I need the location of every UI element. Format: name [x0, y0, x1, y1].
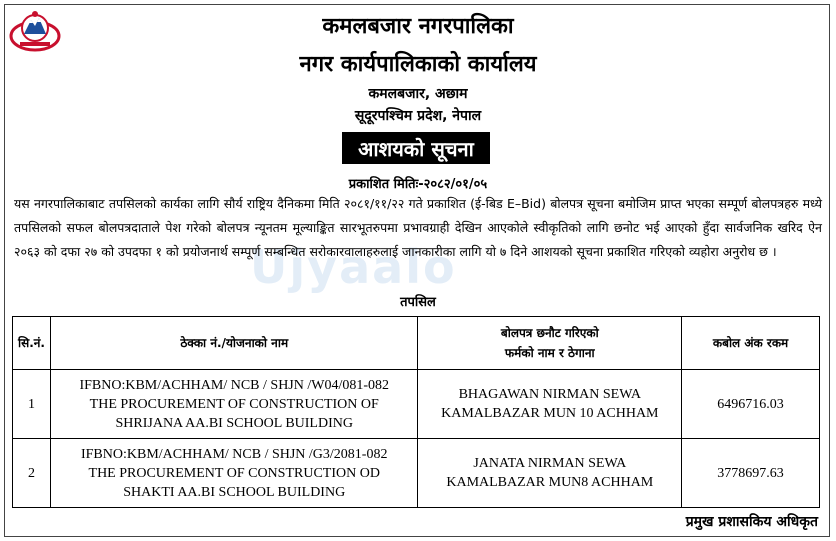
contract-line: SHAKTI AA.BI SCHOOL BUILDING [123, 484, 346, 500]
header-amount: कबोल अंक रकम [682, 317, 820, 370]
firm-line: JANATA NIRMAN SEWA [473, 456, 627, 471]
row-sn: 2 [13, 439, 51, 508]
row-amount: 3778697.63 [682, 439, 820, 508]
row-amount: 6496716.03 [682, 370, 820, 439]
table-header-row [13, 317, 820, 370]
header-firm [418, 317, 682, 370]
published-date: प्रकाशित मितिः-२०८२/०१/०५ [348, 177, 488, 192]
contract-line: IFBNO:KBM/ACHHAM/ NCB / SHJN /W04/081-082 [79, 377, 390, 393]
firm-line: KAMALBAZAR MUN8 ACHHAM [446, 475, 654, 490]
row-contract [50, 370, 418, 439]
header-firm-line2: फर्मको नाम र ठेगाना [504, 346, 595, 360]
row-contract [50, 439, 418, 508]
office-name: नगर कार्यपालिकाको कार्यालय [299, 52, 537, 77]
contract-line: THE PROCUREMENT OF CONSTRUCTION OF [89, 396, 379, 412]
firm-line: BHAGAWAN NIRMAN SEWA [458, 387, 642, 402]
header-firm-line1: बोलपत्र छनौट गरिएको [500, 326, 599, 340]
contract-line: THE PROCUREMENT OF CONSTRUCTION OD [88, 465, 380, 481]
row-firm [418, 370, 682, 439]
signature-title: प्रमुख प्रशासकिय अधिकृत [685, 514, 818, 530]
contract-line: SHRIJANA AA.BI SCHOOL BUILDING [115, 415, 353, 431]
table-row [13, 370, 820, 439]
header-contract: ठेक्का नं./योजनाको नाम [50, 317, 418, 370]
office-address: कमलबजार, अछाम [368, 86, 468, 102]
office-province: सूदूरपश्चिम प्रदेश, नेपाल [354, 108, 482, 124]
row-sn: 1 [13, 370, 51, 439]
firm-line: KAMALBAZAR MUN 10 ACHHAM [441, 406, 659, 421]
table-row [13, 439, 820, 508]
notice-body: यस नगरपालिकाबाट तपसिलको कार्यका लागि सौर्य राष्ट्रिय दैनिकमा मिति २०८१/११/२२ गते प्रकाशित (ई-बिड E–Bid) बोलपत्र सूचना बमोजिम प्राप्त भएका सम्पूर्ण बोलपत्रहरु मध्ये तपसिलको सफल बोलपत्रदाताले पेश गरेको बोलपत्र न्यूनतम मूल्याङ्कित सारभूतरुपमा प्रभावग्राही देखिन आएकोले स्वीकृतिको लागि छनोट भई आएको हुँदा सार्वजनिक खरिद ऐन २०६३ को दफा २७ को उपदफा १ को प्रयोजनार्थ सम्पूर्ण सम्बन्धित सरोकारवालाहरुलाई जानकारीका लागि यो ७ दिने आशयको सूचना प्रकाशित गरिएको व्यहोरा अनुरोध छ । [14, 196, 822, 259]
header-sn: सि.नं. [13, 317, 51, 370]
municipality-name: कमलबजार नगरपालिका [322, 14, 514, 39]
award-table [12, 316, 820, 508]
contract-line: IFBNO:KBM/ACHHAM/ NCB / SHJN /G3/2081-082 [80, 446, 388, 462]
watermark: Ujyaalo [250, 240, 457, 294]
details-label: तपसिल [400, 295, 436, 310]
notice-title-badge: आशयको सूचना [342, 132, 490, 164]
row-firm [418, 439, 682, 508]
